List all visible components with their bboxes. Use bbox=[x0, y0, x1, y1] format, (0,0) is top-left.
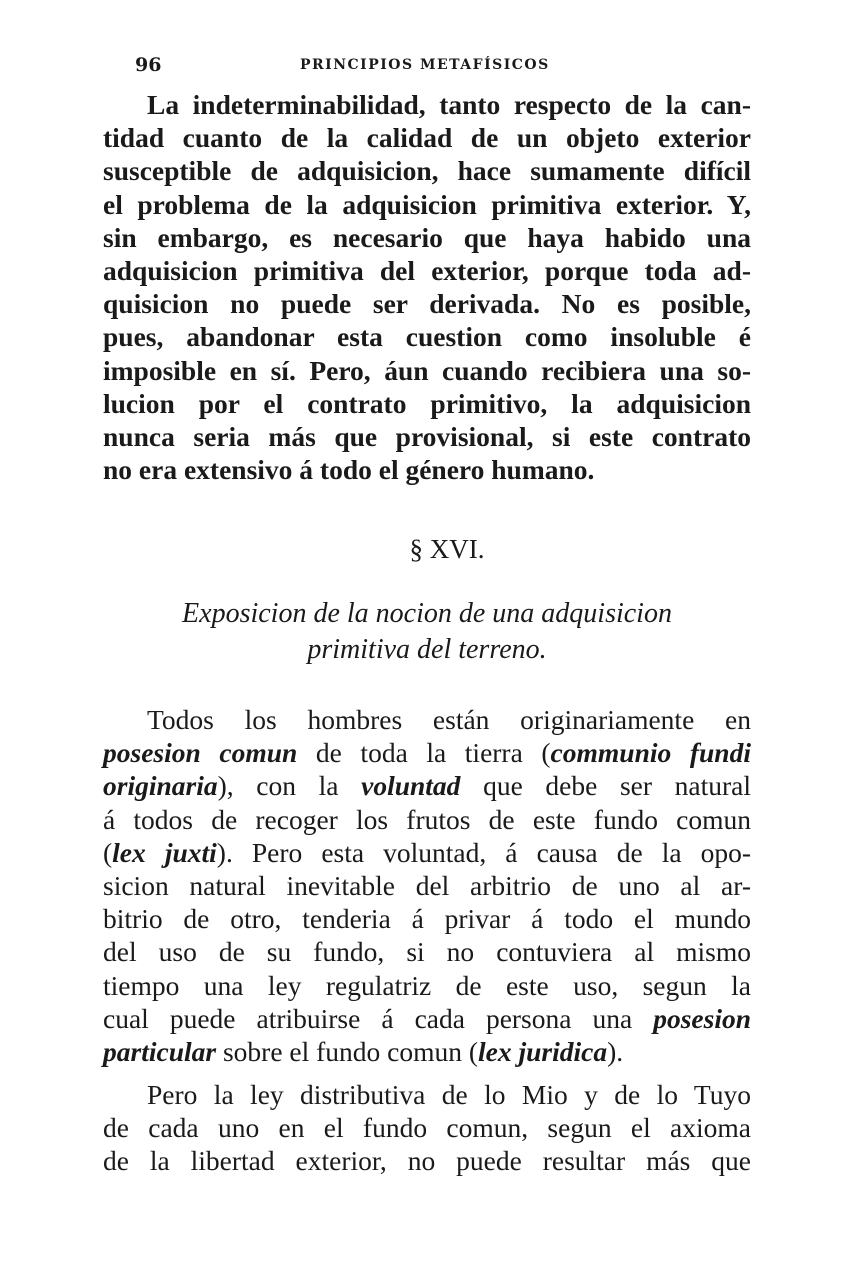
paragraph-2 bbox=[103, 703, 751, 1068]
italic-term: voluntad bbox=[361, 770, 461, 802]
text-line bbox=[103, 1002, 751, 1035]
running-head bbox=[135, 54, 755, 78]
text-line: el problema de la adquisicion primitiva exterior. Y, bbox=[103, 188, 751, 220]
text-run: ( bbox=[103, 836, 113, 868]
text-line bbox=[103, 1035, 751, 1068]
text-line: susceptible de adquisicion, hace sumamente difícil bbox=[103, 155, 751, 187]
text-line: tiempo una ley regulatriz de este uso, segun la bbox=[103, 969, 751, 1001]
text-line: nunca seria más que provisional, si este contrato bbox=[103, 420, 751, 452]
text-line: Pero la ley distributiva de lo Mio y de lo Tuyo bbox=[147, 1079, 751, 1110]
text-line: Todos los hombres están originariamente en bbox=[147, 704, 751, 735]
page-number: 96 bbox=[135, 54, 162, 76]
text-line: del uso de su fundo, si no contuviera al mismo bbox=[103, 936, 751, 968]
text-line: sin embargo, es necesario que haya habido una bbox=[103, 221, 751, 253]
text-line: La indeterminabilidad, tanto respecto de la can- bbox=[147, 89, 751, 120]
text-run: ), con la bbox=[217, 770, 362, 802]
text-line bbox=[103, 769, 751, 802]
italic-term: communio fundi bbox=[550, 737, 751, 769]
text-run: de toda la tierra ( bbox=[297, 737, 551, 769]
text-run: que debe ser natural bbox=[460, 770, 751, 802]
text-run: cual puede atribuirse á cada persona una bbox=[103, 1002, 654, 1034]
text-run: ). Pero esta voluntad, á causa de la opo- bbox=[216, 836, 752, 868]
text-line bbox=[103, 836, 751, 869]
italic-term: lex juxti bbox=[112, 836, 217, 868]
italic-term: posesion comun bbox=[103, 737, 298, 769]
section-title bbox=[100, 596, 754, 668]
running-title: PRINCIPIOS METAFÍSICOS bbox=[300, 57, 550, 73]
text-line: adquisicion primitiva del exterior, porque toda ad- bbox=[103, 254, 751, 286]
paragraph-1 bbox=[103, 88, 751, 486]
text-line: sicion natural inevitable del arbitrio de uno al ar- bbox=[103, 869, 751, 901]
italic-term: posesion bbox=[653, 1002, 751, 1034]
italic-term: lex juridica bbox=[478, 1035, 608, 1067]
italic-term: particular bbox=[103, 1035, 217, 1067]
section-number: § XVI. bbox=[409, 534, 485, 564]
text-line: tidad cuanto de la calidad de un objeto exterior bbox=[103, 122, 751, 154]
text-run: sobre el fundo comun ( bbox=[216, 1035, 479, 1067]
text-run: ). bbox=[607, 1035, 624, 1067]
text-line: de la libertad exterior, no puede resultar más que bbox=[103, 1145, 751, 1177]
italic-term: originaria bbox=[103, 770, 218, 802]
text-line: imposible en sí. Pero, áun cuando recibiera una so- bbox=[103, 354, 751, 386]
text-line: á todos de recoger los frutos de este fundo comun bbox=[103, 803, 751, 835]
text-line: lucion por el contrato primitivo, la adquisicion bbox=[103, 387, 751, 419]
text-line: bitrio de otro, tenderia á privar á todo el mundo bbox=[103, 903, 751, 935]
text-line: de cada uno en el fundo comun, segun el axioma bbox=[103, 1112, 751, 1144]
text-line: no era extensivo á todo el género humano. bbox=[103, 454, 595, 486]
section-title-line: Exposicion de la nocion de una adquisicion bbox=[182, 598, 672, 629]
paragraph-3 bbox=[103, 1078, 751, 1178]
text-line bbox=[103, 736, 751, 769]
text-line: pues, abandonar esta cuestion como insoluble é bbox=[103, 321, 751, 353]
text-line: quisicion no puede ser derivada. No es posible, bbox=[103, 288, 751, 320]
section-title-line: primitiva del terreno. bbox=[307, 634, 547, 665]
